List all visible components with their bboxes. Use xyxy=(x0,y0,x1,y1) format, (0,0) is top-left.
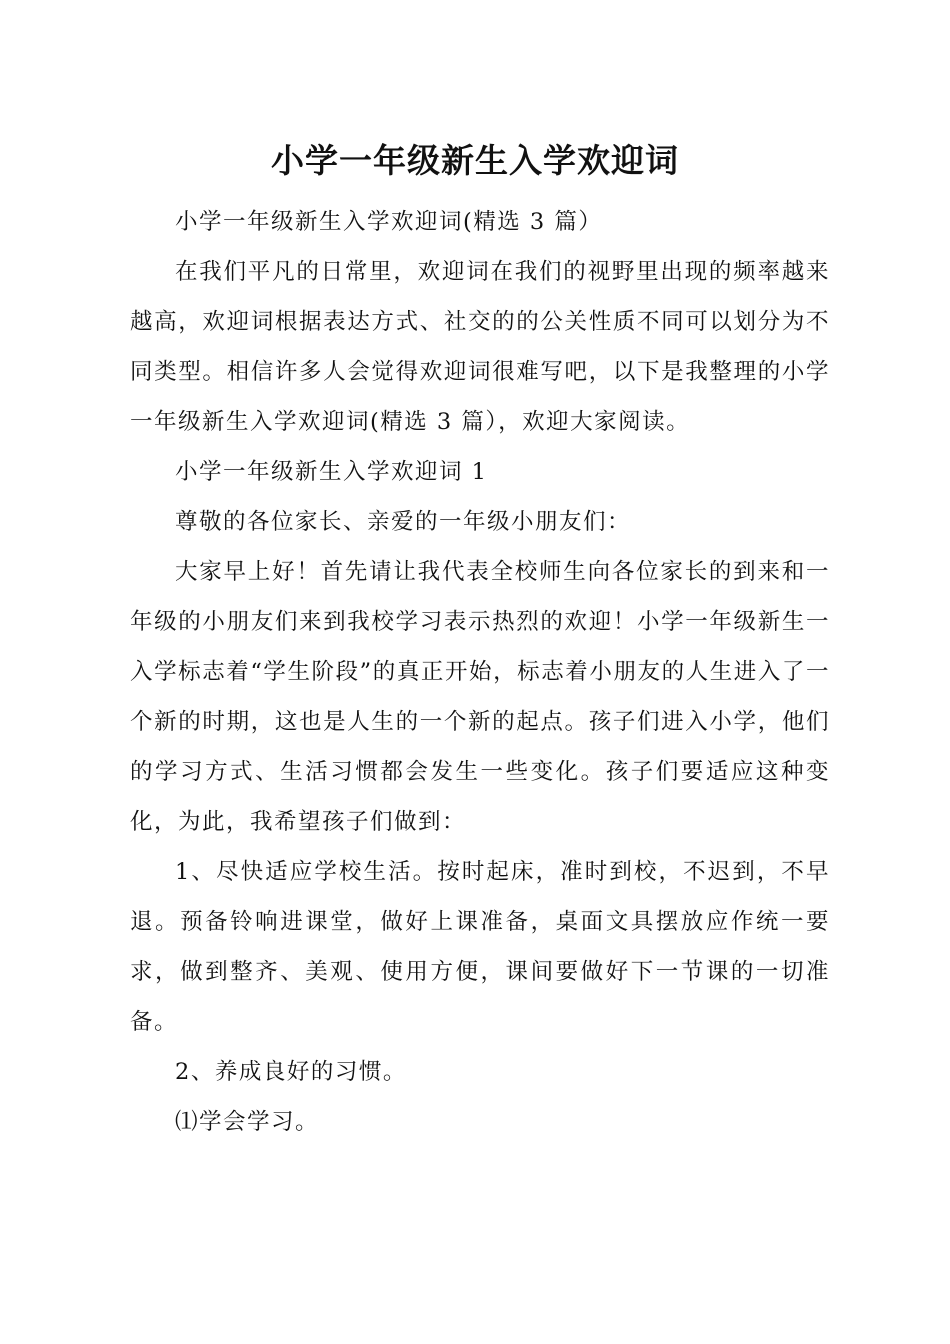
point-1-paragraph: 1、尽快适应学校生活。按时起床，准时到校，不迟到，不早退。预备铃响进课堂，做好上课准备，桌面文具摆放应作统一要求，做到整齐、美观、使用方便，课间要做好下一节课的一切准备。 xyxy=(130,859,830,1035)
point-2-paragraph: 2、养成良好的习惯。 xyxy=(175,1059,407,1085)
welcome-paragraph: 大家早上好！首先请让我代表全校师生向各位家长的到来和一年级的小朋友们来到我校学习表示热烈的欢迎！小学一年级新生一入学标志着“学生阶段”的真正开始，标志着小朋友的人生进入了一个新的时期，这也是人生的一个新的起点。孩子们进入小学，他们的学习方式、生活习惯都会发生一些变化。孩子们要适应这种变化，为此，我希望孩子们做到： xyxy=(130,559,830,835)
section-heading: 小学一年级新生入学欢迎词 1 xyxy=(175,459,488,485)
intro-paragraph: 在我们平凡的日常里，欢迎词在我们的视野里出现的频率越来越高，欢迎词根据表达方式、社交的的公关性质不同可以划分为不同类型。相信许多人会觉得欢迎词很难写吧，以下是我整理的小学一年级新生入学欢迎词(精选 3 篇），欢迎大家阅读。 xyxy=(130,259,830,435)
document-title: 小学一年级新生入学欢迎词 xyxy=(271,141,679,180)
document-body xyxy=(130,197,830,1147)
subtitle-paragraph: 小学一年级新生入学欢迎词(精选 3 篇） xyxy=(175,209,603,235)
sub-point-1-paragraph: ⑴学会学习。 xyxy=(175,1109,320,1135)
salutation-paragraph: 尊敬的各位家长、亲爱的一年级小朋友们： xyxy=(175,509,632,535)
